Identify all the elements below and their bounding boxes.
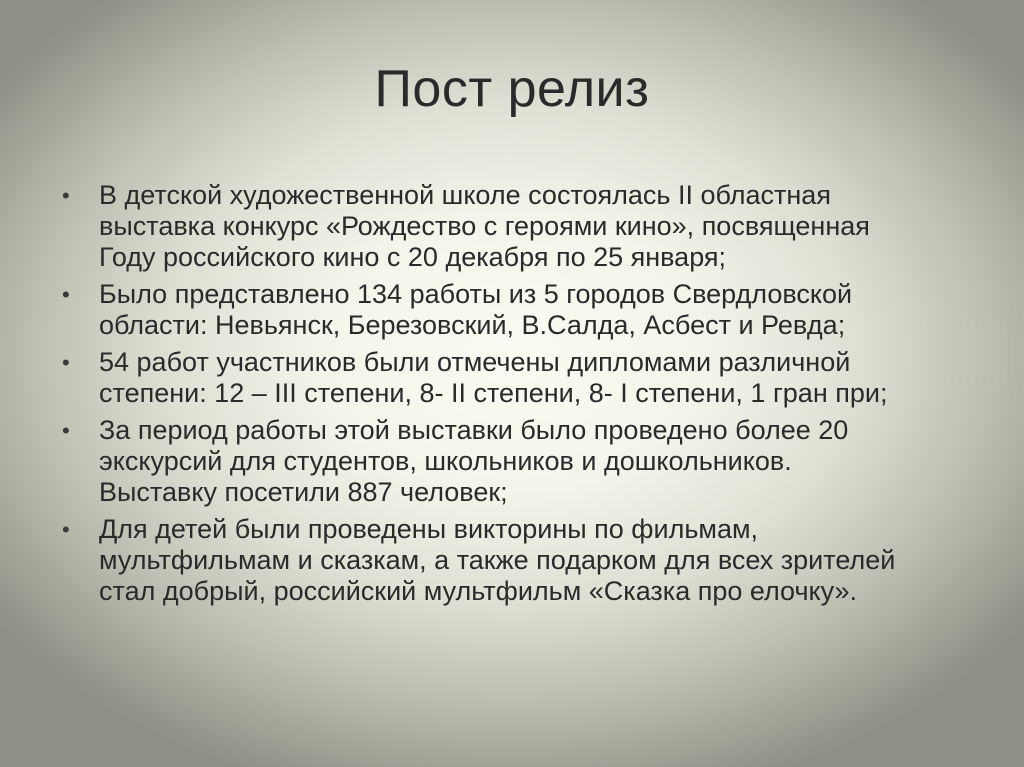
bullet-text-line: За период работы этой выставки было проведено более 20 [99, 415, 849, 445]
bullet-text-line: стал добрый, российский мультфильм «Сказка про елочку». [99, 576, 857, 606]
bullet-text-line: степени: 12 – III степени, 8- II степени, 8- I степени, 1 гран при; [99, 378, 888, 408]
bullet-icon: • [62, 183, 70, 208]
bullet-item [62, 279, 962, 341]
bullet-text-line: В детской художественной школе состоялась II областная [99, 180, 831, 210]
bullet-icon: • [62, 517, 70, 542]
bullet-text-line: области: Невьянск, Березовский, В.Салда, Асбест и Ревда; [99, 310, 846, 340]
bullet-item [62, 514, 962, 607]
bullet-item [62, 180, 962, 273]
bullet-text-line: Выставку посетили 887 человек; [99, 477, 508, 507]
bullet-icon: • [62, 282, 70, 307]
bullet-icon: • [62, 418, 70, 443]
bullet-text-line: Году российского кино с 20 декабря по 25 января; [99, 242, 727, 272]
bullet-text-line: мультфильмам и сказкам, а также подарком для всех зрителей [99, 545, 896, 575]
bullet-text-line: выставка конкурс «Рождество с героями кино», посвященная [99, 211, 870, 241]
bullet-text-line: Было представлено 134 работы из 5 городов Свердловской [99, 279, 853, 309]
bullet-text-line: 54 работ участников были отмечены дипломами различной [99, 347, 851, 377]
bullet-item [62, 347, 962, 409]
bullet-text-line: Для детей были проведены викторины по фильмам, [99, 514, 759, 544]
bullet-text-line: экскурсий для студентов, школьников и дошкольников. [99, 446, 792, 476]
bullet-list [62, 180, 962, 613]
bullet-icon: • [62, 350, 70, 375]
bullet-item [62, 415, 962, 508]
slide-title: Пост релиз [374, 60, 650, 118]
